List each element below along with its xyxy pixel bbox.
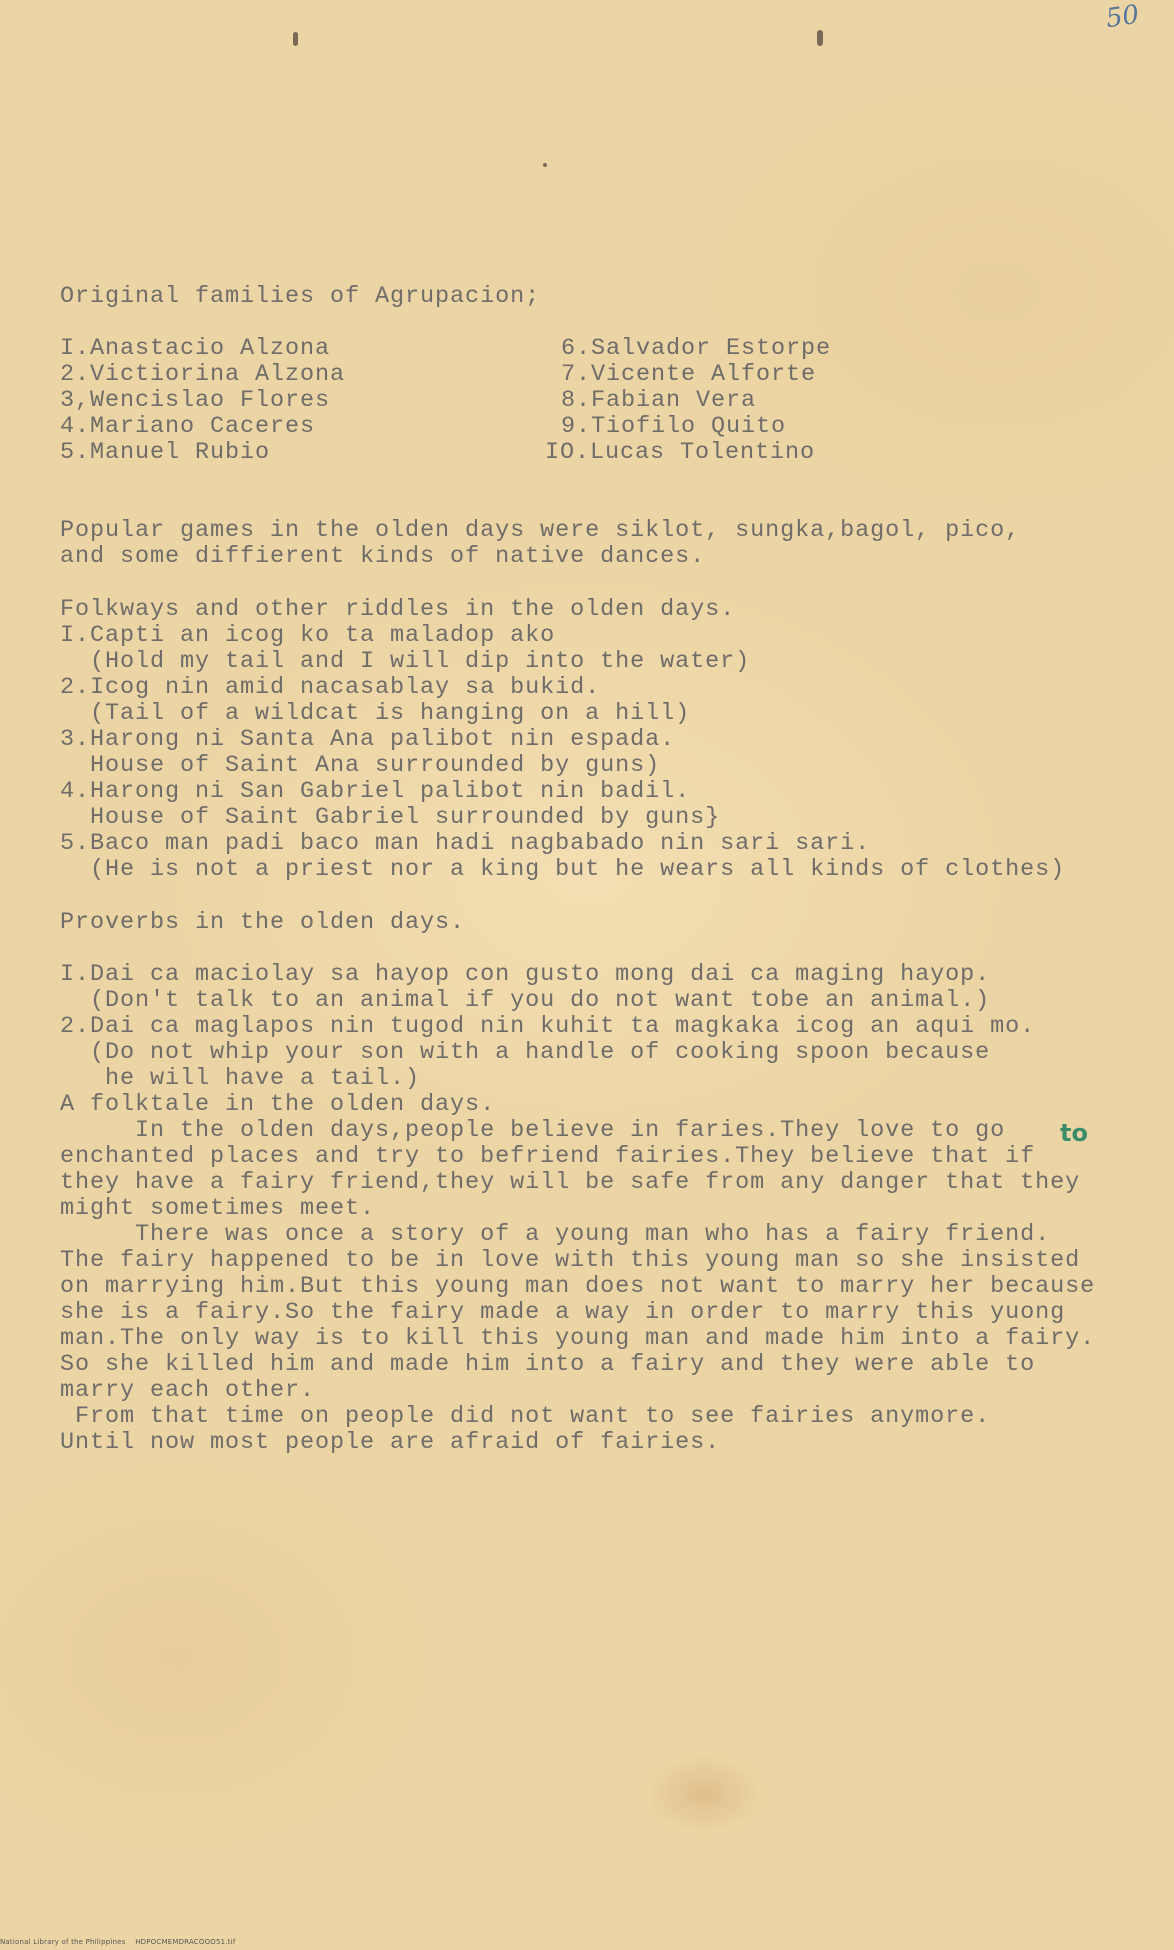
families-heading: Original families of Agrupacion; bbox=[60, 283, 541, 310]
paper-speck bbox=[817, 30, 823, 46]
folktale-heading: A folktale in the olden days. bbox=[60, 1091, 496, 1118]
folktale-line: So she killed him and made him into a fairy and they were able to bbox=[60, 1351, 1036, 1378]
proverb-line: (Do not whip your son with a handle of cooking spoon because bbox=[60, 1039, 991, 1066]
folktale-line: From that time on people did not want to see fairies anymore. bbox=[60, 1403, 991, 1430]
folktale-line: they have a fairy friend,they will be safe from any danger that they bbox=[60, 1169, 1081, 1196]
family-item: 3,Wencislao Flores bbox=[60, 387, 331, 414]
riddle-line: House of Saint Gabriel surrounded by guns} bbox=[60, 804, 721, 831]
proverb-line: he will have a tail.) bbox=[60, 1065, 421, 1092]
folktale-line: marry each other. bbox=[60, 1377, 316, 1404]
folktale-line: The fairy happened to be in love with this young man so she insisted bbox=[60, 1247, 1081, 1274]
riddle-line: 3.Harong ni Santa Ana palibot nin espada. bbox=[60, 726, 676, 753]
riddle-line: 5.Baco man padi baco man hadi nagbabado nin sari sari. bbox=[60, 830, 871, 857]
games-paragraph-line: Popular games in the olden days were siklot, sungka,bagol, pico, bbox=[60, 517, 1021, 544]
proverb-line: 2.Dai ca maglapos nin tugod nin kuhit ta magkaka icog an aqui mo. bbox=[60, 1013, 1036, 1040]
games-paragraph-line: and some diffierent kinds of native dances. bbox=[60, 543, 706, 570]
riddle-line: 4.Harong ni San Gabriel palibot nin badil. bbox=[60, 778, 691, 805]
folktale-line: man.The only way is to kill this young man and made him into a fairy. bbox=[60, 1325, 1096, 1352]
riddle-line: (He is not a priest nor a king but he wears all kinds of clothes) bbox=[60, 856, 1066, 883]
proverb-line: (Don't talk to an animal if you do not want tobe an animal.) bbox=[60, 987, 991, 1014]
folktale-line: In the olden days,people believe in faries.They love to go bbox=[60, 1117, 1006, 1144]
riddle-line: House of Saint Ana surrounded by guns) bbox=[60, 752, 661, 779]
paper-speck bbox=[293, 32, 298, 46]
riddle-line: I.Capti an icog ko ta maladop ako bbox=[60, 622, 556, 649]
folktale-line: on marrying him.But this young man does not want to marry her because bbox=[60, 1273, 1096, 1300]
family-item: 9.Tiofilo Quito bbox=[561, 413, 787, 440]
family-item: IO.Lucas Tolentino bbox=[545, 439, 816, 466]
riddle-line: (Hold my tail and I will dip into the water) bbox=[60, 648, 751, 675]
folktale-line: she is a fairy.So the fairy made a way in order to marry this yuong bbox=[60, 1299, 1066, 1326]
family-item: 5.Manuel Rubio bbox=[60, 439, 271, 466]
folktale-line: enchanted places and try to befriend fairies.They believe that if bbox=[60, 1143, 1036, 1170]
riddles-heading: Folkways and other riddles in the olden days. bbox=[60, 596, 736, 623]
page-number: 50 bbox=[1104, 0, 1142, 35]
proverbs-heading: Proverbs in the olden days. bbox=[60, 909, 466, 936]
family-item: I.Anastacio Alzona bbox=[60, 335, 331, 362]
family-item: 6.Salvador Estorpe bbox=[561, 335, 832, 362]
paper-speck bbox=[543, 163, 547, 167]
riddle-line: (Tail of a wildcat is hanging on a hill) bbox=[60, 700, 691, 727]
riddle-line: 2.Icog nin amid nacasablay sa bukid. bbox=[60, 674, 601, 701]
folktale-line: might sometimes meet. bbox=[60, 1195, 376, 1222]
archive-footer: National Library of the Philippines HDPOCMEMDRACOOO51.tif bbox=[0, 1938, 236, 1946]
family-item: 4.Mariano Caceres bbox=[60, 413, 316, 440]
family-item: 7.Vicente Alforte bbox=[561, 361, 817, 388]
family-item: 2.Victiorina Alzona bbox=[60, 361, 346, 388]
folktale-line: There was once a story of a young man who has a fairy friend. bbox=[60, 1221, 1051, 1248]
handwritten-insert-mark: to bbox=[1060, 1119, 1088, 1147]
folktale-line: Until now most people are afraid of fairies. bbox=[60, 1429, 721, 1456]
family-item: 8.Fabian Vera bbox=[561, 387, 757, 414]
proverb-line: I.Dai ca maciolay sa hayop con gusto mong dai ca maging hayop. bbox=[60, 961, 991, 988]
